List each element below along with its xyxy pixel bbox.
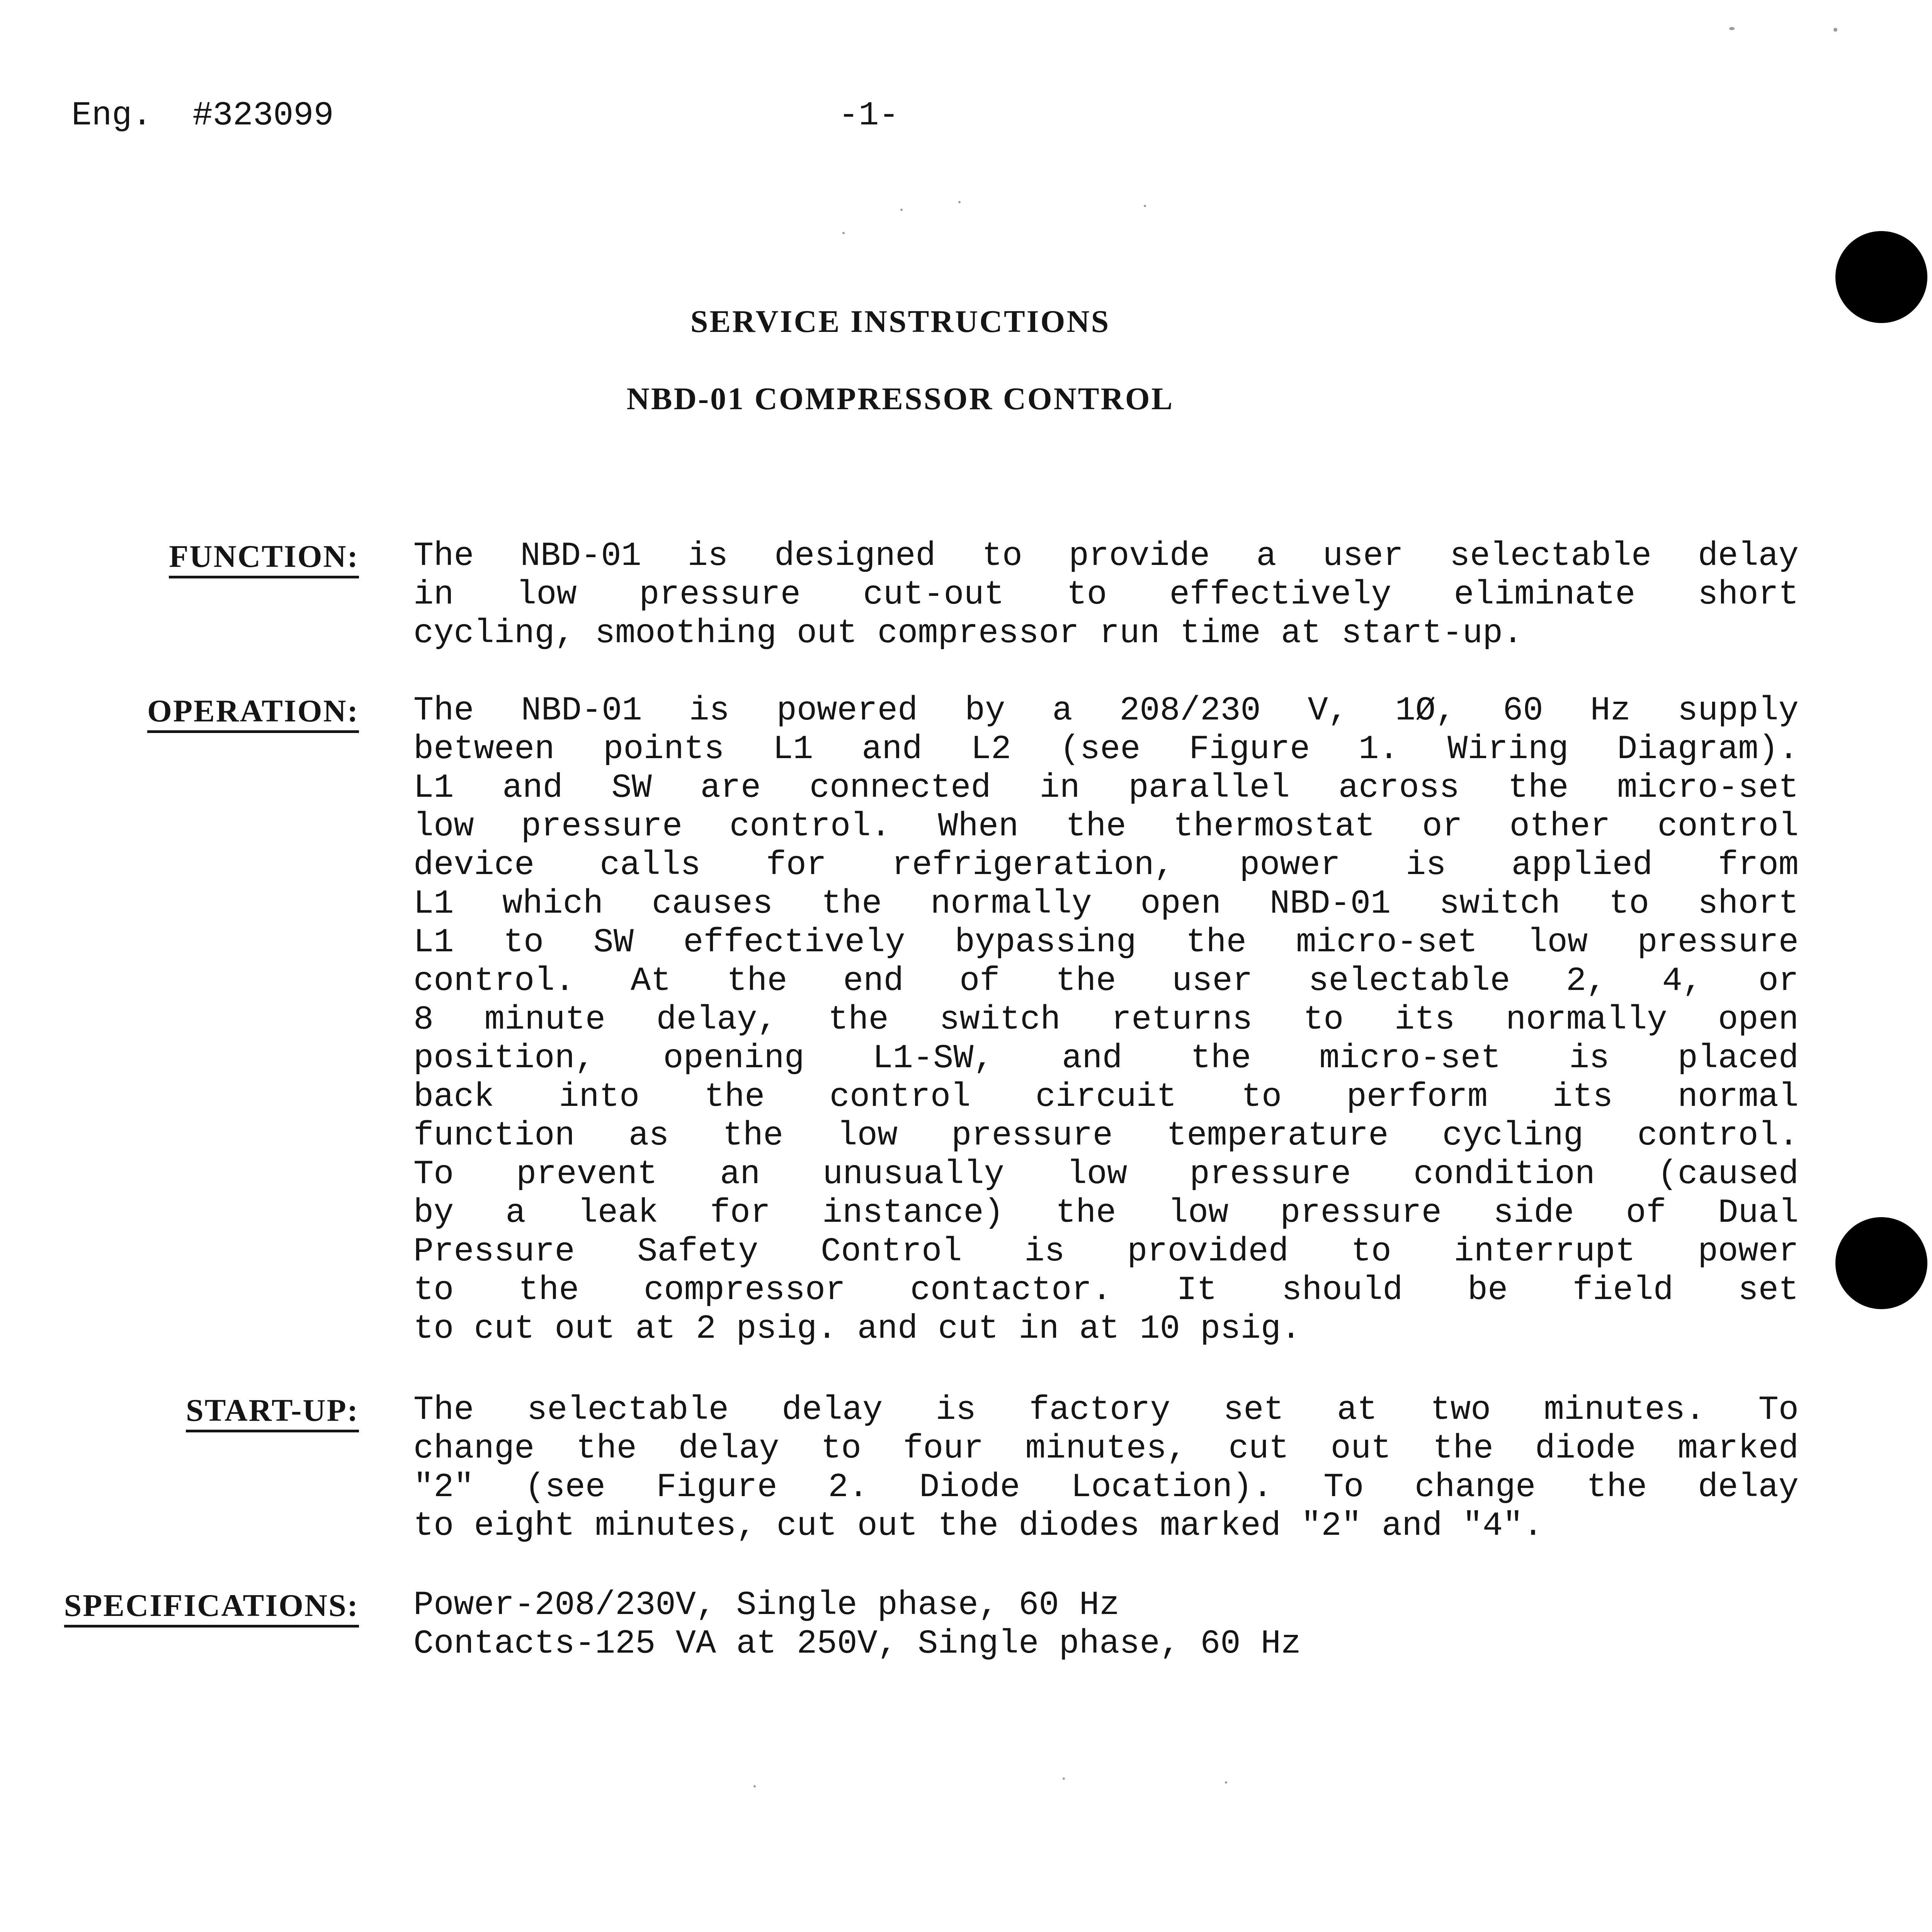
scan-speck	[958, 201, 961, 203]
text-line: control. At the end of the user selectable 2, 4, or	[413, 963, 1799, 1000]
scan-speck	[1144, 205, 1146, 207]
scan-speck	[753, 1785, 756, 1787]
section-label-function: FUNCTION:	[169, 537, 359, 578]
text-line: to the compressor contactor. It should be field set	[413, 1272, 1799, 1310]
text-line: "2" (see Figure 2. Diode Location). To change the delay	[413, 1469, 1799, 1507]
section-body-function	[413, 537, 1799, 653]
text-line: Pressure Safety Control is provided to interrupt power	[413, 1233, 1799, 1271]
text-line: The NBD-01 is powered by a 208/230 V, 1Ø, 60 Hz supply	[413, 692, 1799, 730]
text-line: in low pressure cut-out to effectively eliminate short	[413, 576, 1799, 614]
text-line: device calls for refrigeration, power is applied from	[413, 847, 1799, 884]
text-line: back into the control circuit to perform its normal	[413, 1078, 1799, 1116]
text-line: To prevent an unusually low pressure condition (caused	[413, 1156, 1799, 1194]
section-label-startup: START-UP:	[186, 1391, 359, 1432]
document-number: Eng. #323099	[71, 97, 334, 135]
page-number: -1-	[838, 97, 899, 135]
scan-speck	[842, 232, 845, 234]
text-line: L1 and SW are connected in parallel across the micro-set	[413, 769, 1799, 807]
text-line: low pressure control. When the thermostat or other control	[413, 808, 1799, 846]
text-line: Power-208/230V, Single phase, 60 Hz	[413, 1587, 1120, 1624]
text-line: by a leak for instance) the low pressure side of Dual	[413, 1194, 1799, 1232]
scan-speck	[1833, 28, 1837, 32]
section-body-specifications	[413, 1586, 1799, 1663]
punch-hole-top	[1835, 231, 1927, 323]
text-line: The selectable delay is factory set at two minutes. To	[413, 1391, 1799, 1429]
text-line: position, opening L1-SW, and the micro-set is placed	[413, 1040, 1799, 1078]
scan-speck	[1063, 1777, 1065, 1780]
scan-speck	[1729, 27, 1735, 30]
section-body-operation	[413, 692, 1799, 1349]
text-line: to eight minutes, cut out the diodes marked "2" and "4".	[413, 1507, 1543, 1545]
document-title: SERVICE INSTRUCTIONS	[690, 304, 1111, 339]
text-line: Contacts-125 VA at 250V, Single phase, 60 Hz	[413, 1625, 1301, 1663]
text-line: The NBD-01 is designed to provide a user selectable delay	[413, 537, 1799, 575]
text-line: cycling, smoothing out compressor run time at start-up.	[413, 615, 1523, 653]
document-subtitle: NBD-01 COMPRESSOR CONTROL	[626, 381, 1174, 416]
text-line: 8 minute delay, the switch returns to its normally open	[413, 1001, 1799, 1039]
punch-hole-middle	[1835, 1217, 1927, 1309]
text-line: L1 to SW effectively bypassing the micro-set low pressure	[413, 924, 1799, 962]
scan-speck	[1225, 1781, 1227, 1784]
scan-speck	[900, 209, 903, 211]
text-line: to cut out at 2 psig. and cut in at 10 psig.	[413, 1310, 1301, 1348]
section-label-operation: OPERATION:	[147, 692, 359, 733]
text-line: between points L1 and L2 (see Figure 1. Wiring Diagram).	[413, 731, 1799, 769]
section-body-startup	[413, 1391, 1799, 1546]
text-line: change the delay to four minutes, cut out the diode marked	[413, 1430, 1799, 1468]
text-line: L1 which causes the normally open NBD-01 switch to short	[413, 885, 1799, 923]
section-label-specifications: SPECIFICATIONS:	[64, 1586, 359, 1628]
text-line: function as the low pressure temperature cycling control.	[413, 1117, 1799, 1155]
